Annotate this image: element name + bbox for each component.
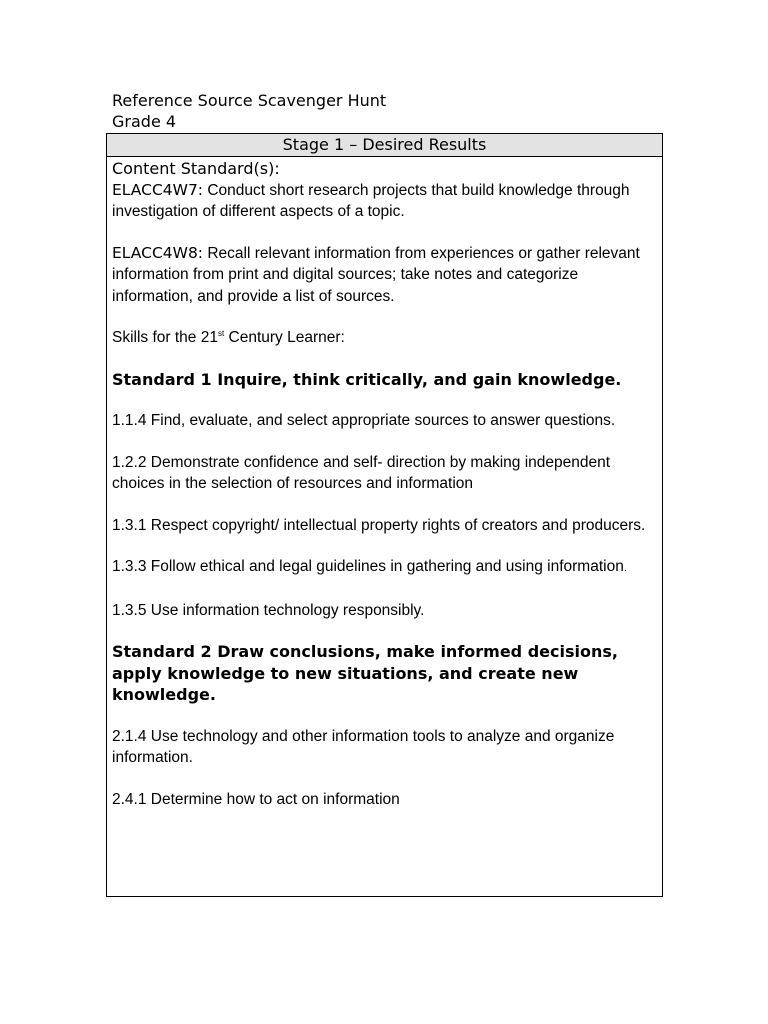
standard-code: ELACC4W7: <box>112 180 204 199</box>
standard-elacc4w8 <box>112 243 654 308</box>
document-title: Reference Source Scavenger Hunt <box>112 91 387 110</box>
stage-table <box>106 133 663 897</box>
grade-label: Grade 4 <box>112 112 177 131</box>
skill-item-trailing-period: . <box>623 562 627 574</box>
skill-item-text: 1.3.3 Follow ethical and legal guidelines in gathering and using information <box>112 558 624 575</box>
standard-elacc4w7 <box>112 180 654 223</box>
skills-prefix: Skills for the 21 <box>112 329 218 346</box>
skills-line <box>112 327 654 349</box>
standard-text: Conduct short research projects that build knowledge through investigation of different aspects of a topic. <box>112 181 630 220</box>
standard-text: Recall relevant information from experiences or gather relevant information from print and digital sources; take notes and categorize information, and provide a list of sources. <box>112 244 640 305</box>
standard-code: ELACC4W8: <box>112 243 204 262</box>
document-header <box>112 90 386 132</box>
skills-suffix: Century Learner: <box>224 329 345 346</box>
skill-item-1-3-5: 1.3.5 Use information technology responsibly. <box>112 601 425 619</box>
stage-content <box>107 157 662 810</box>
skill-item-1-1-4: 1.1.4 Find, evaluate, and select appropriate sources to answer questions. <box>112 412 616 429</box>
skill-item-2-4-1: 2.4.1 Determine how to act on information <box>112 790 400 808</box>
skill-item-1-3-3 <box>112 556 654 580</box>
skill-item-1-2-2: 1.2.2 Demonstrate confidence and self- direction by making independent choices in the selection of resources and information <box>112 453 611 492</box>
stage-header: Stage 1 – Desired Results <box>107 134 662 157</box>
skill-item-1-3-1: 1.3.1 Respect copyright/ intellectual property rights of creators and producers. <box>112 516 646 534</box>
skills-superscript: st <box>217 328 225 338</box>
standard-2-heading: Standard 2 Draw conclusions, make informed decisions, apply knowledge to new situations, and create new knowledge. <box>112 642 618 704</box>
content-standards-heading: Content Standard(s): <box>112 159 280 178</box>
skill-item-2-1-4: 2.1.4 Use technology and other information tools to analyze and organize information. <box>112 727 615 766</box>
standard-1-heading: Standard 1 Inquire, think critically, and gain knowledge. <box>112 369 622 389</box>
